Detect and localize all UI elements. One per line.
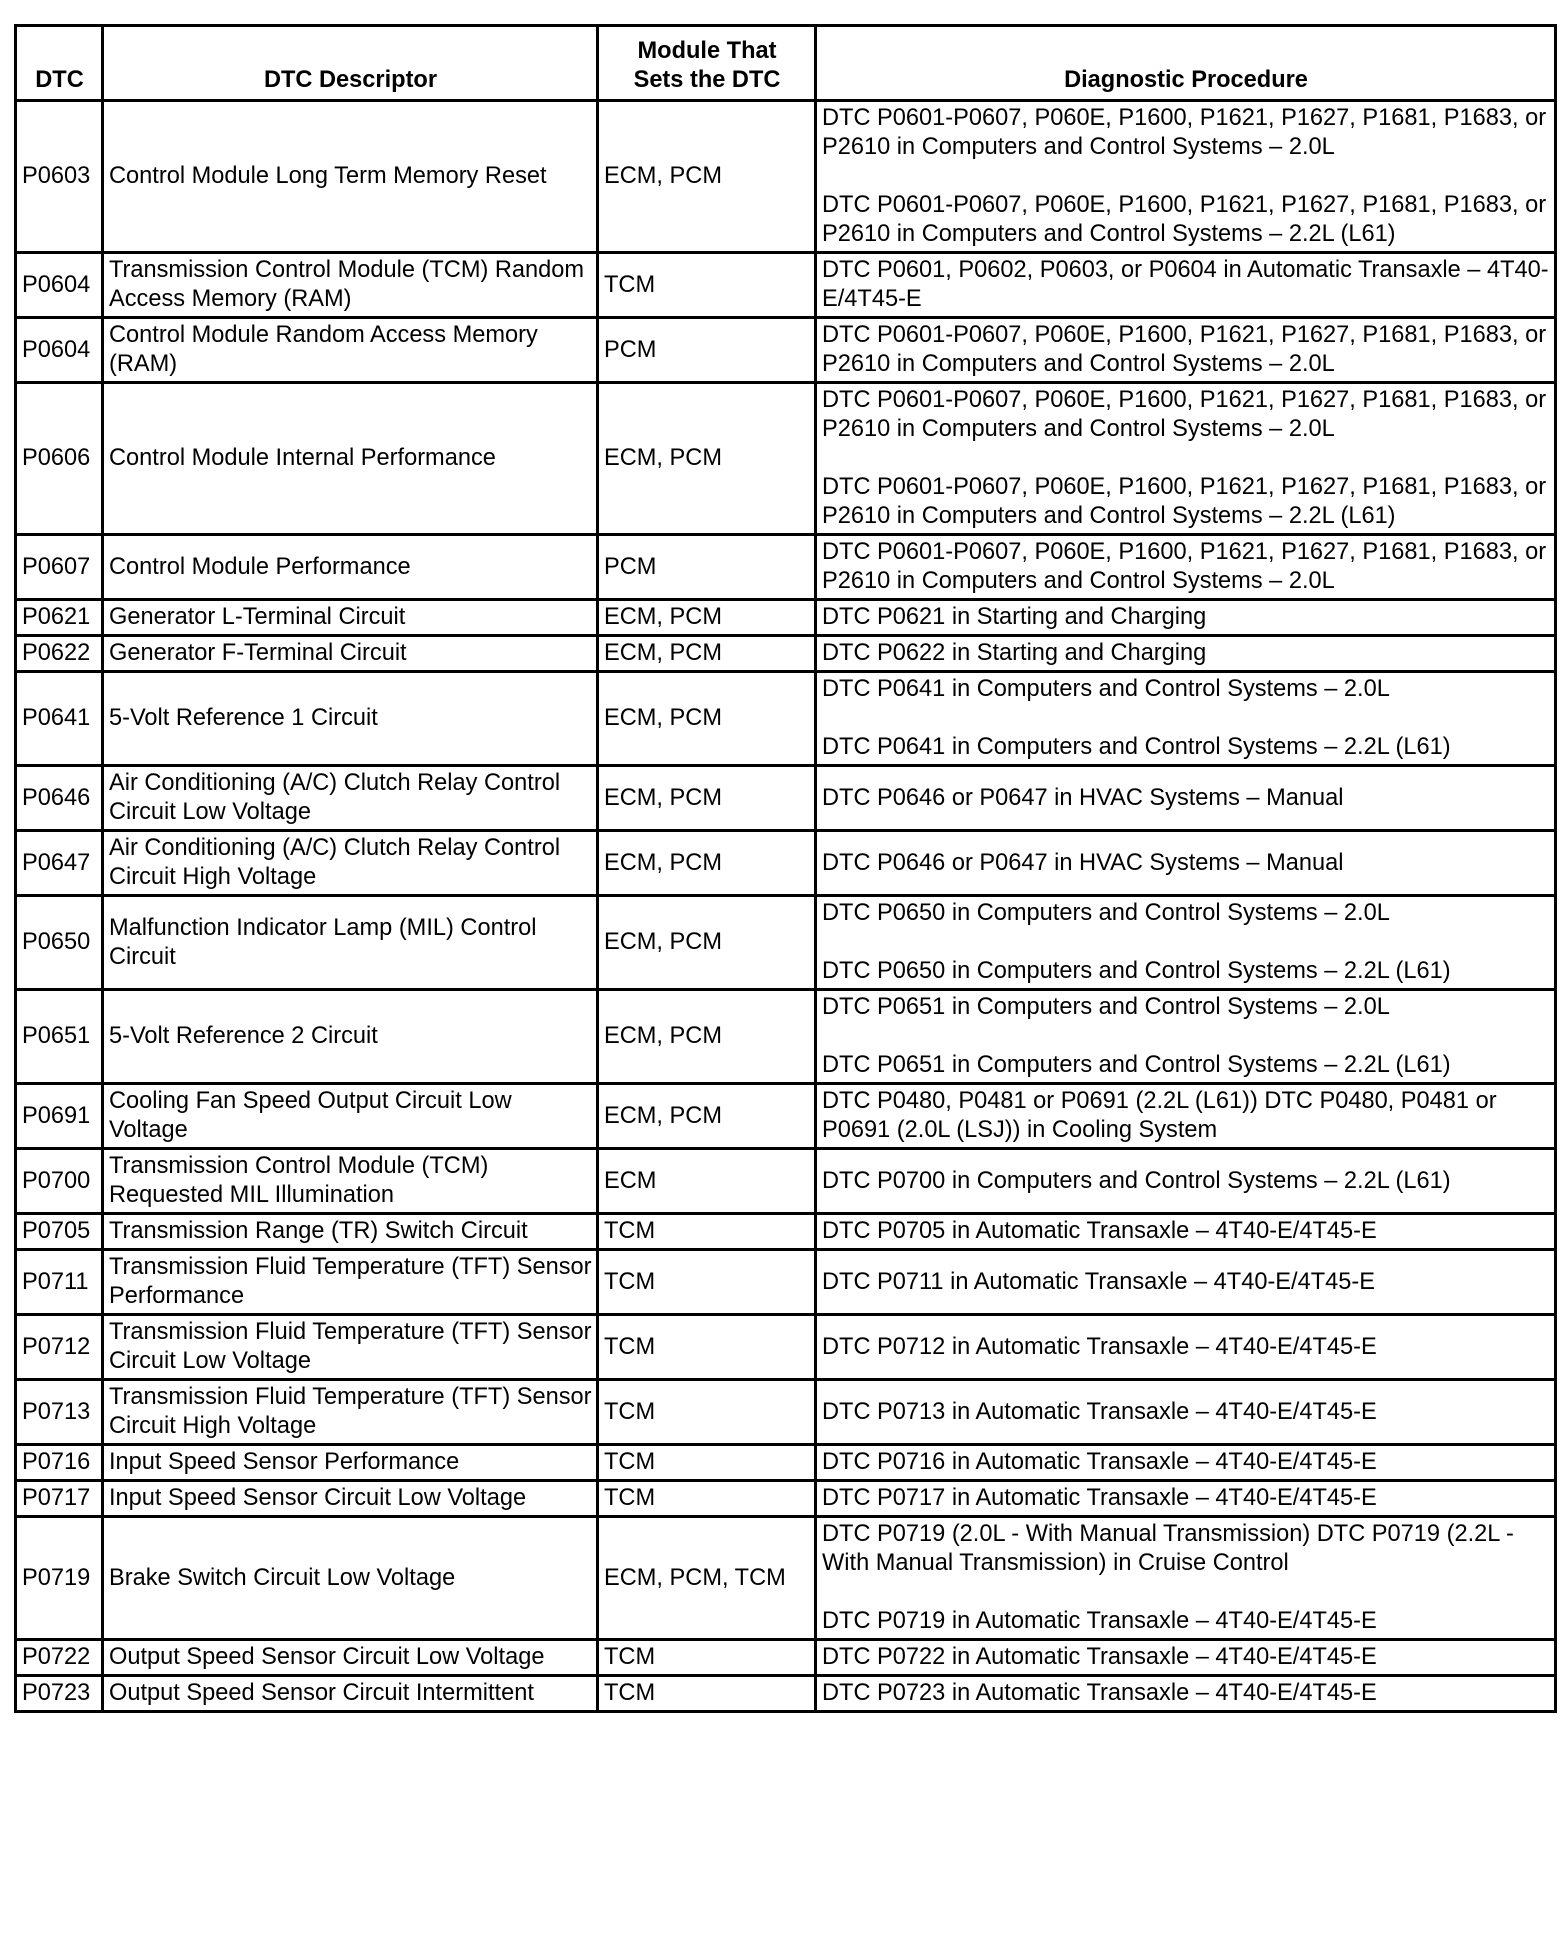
diagnostic-procedure-cell bbox=[816, 1214, 1556, 1250]
module-cell: TCM bbox=[598, 1445, 816, 1481]
table-row bbox=[16, 600, 1556, 636]
procedure-text: DTC P0651 in Computers and Control Systems – 2.2L (L61) bbox=[822, 1052, 1451, 1078]
module-cell: TCM bbox=[598, 1380, 816, 1445]
diagnostic-procedure-cell bbox=[816, 831, 1556, 896]
dtc-code-cell: P0607 bbox=[16, 535, 103, 600]
table-row bbox=[16, 1445, 1556, 1481]
module-cell: ECM, PCM bbox=[598, 600, 816, 636]
table-row bbox=[16, 1380, 1556, 1445]
table-row bbox=[16, 1250, 1556, 1315]
procedure-text: DTC P0480, P0481 or P0691 (2.2L (L61)) DTC P0480, P0481 or P0691 (2.0L (LSJ)) in Cooling System bbox=[822, 1088, 1497, 1143]
diagnostic-procedure-cell bbox=[816, 1481, 1556, 1517]
dtc-descriptor-cell: Generator L-Terminal Circuit bbox=[103, 600, 598, 636]
table-row bbox=[16, 1315, 1556, 1380]
diagnostic-procedure-cell bbox=[816, 600, 1556, 636]
header-diagnostic-procedure: Diagnostic Procedure bbox=[816, 26, 1556, 101]
dtc-descriptor-cell: Transmission Fluid Temperature (TFT) Sensor Circuit Low Voltage bbox=[103, 1315, 598, 1380]
dtc-code-cell: P0606 bbox=[16, 383, 103, 535]
module-cell: TCM bbox=[598, 1250, 816, 1315]
table-row bbox=[16, 831, 1556, 896]
procedure-text: DTC P0717 in Automatic Transaxle – 4T40-E/4T45-E bbox=[822, 1485, 1377, 1511]
diagnostic-procedure-cell bbox=[816, 383, 1556, 535]
dtc-code-cell: P0705 bbox=[16, 1214, 103, 1250]
diagnostic-procedure-cell bbox=[816, 766, 1556, 831]
table-row bbox=[16, 1640, 1556, 1676]
module-cell: TCM bbox=[598, 1481, 816, 1517]
procedure-text: DTC P0622 in Starting and Charging bbox=[822, 640, 1207, 666]
table-row bbox=[16, 101, 1556, 253]
module-cell: ECM, PCM bbox=[598, 672, 816, 766]
dtc-descriptor-cell: Air Conditioning (A/C) Clutch Relay Control Circuit High Voltage bbox=[103, 831, 598, 896]
dtc-code-cell: P0717 bbox=[16, 1481, 103, 1517]
dtc-code-cell: P0641 bbox=[16, 672, 103, 766]
module-cell: ECM, PCM bbox=[598, 1084, 816, 1149]
dtc-code-cell: P0719 bbox=[16, 1517, 103, 1640]
diagnostic-procedure-cell bbox=[816, 1084, 1556, 1149]
dtc-descriptor-cell: Control Module Performance bbox=[103, 535, 598, 600]
procedure-text: DTC P0601-P0607, P060E, P1600, P1621, P1627, P1681, P1683, or P2610 in Computers and Control Systems – 2.0L bbox=[822, 105, 1547, 160]
dtc-code-cell: P0603 bbox=[16, 101, 103, 253]
header-module bbox=[598, 26, 816, 101]
procedure-text: DTC P0723 in Automatic Transaxle – 4T40-E/4T45-E bbox=[822, 1680, 1377, 1706]
dtc-code-cell: P0646 bbox=[16, 766, 103, 831]
diagnostic-procedure-cell bbox=[816, 253, 1556, 318]
module-cell: ECM, PCM bbox=[598, 766, 816, 831]
table-row bbox=[16, 1214, 1556, 1250]
dtc-code-cell: P0716 bbox=[16, 1445, 103, 1481]
table-row bbox=[16, 766, 1556, 831]
dtc-code-cell: P0712 bbox=[16, 1315, 103, 1380]
module-cell: ECM, PCM bbox=[598, 101, 816, 253]
dtc-code-cell: P0700 bbox=[16, 1149, 103, 1214]
module-cell: ECM, PCM bbox=[598, 990, 816, 1084]
table-row bbox=[16, 896, 1556, 990]
procedure-text: DTC P0700 in Computers and Control Systems – 2.2L (L61) bbox=[822, 1167, 1451, 1194]
header-module-line1: Module That bbox=[637, 38, 777, 64]
procedure-text: DTC P0601-P0607, P060E, P1600, P1621, P1627, P1681, P1683, or P2610 in Computers and Control Systems – 2.0L bbox=[822, 539, 1547, 594]
dtc-code-cell: P0722 bbox=[16, 1640, 103, 1676]
diagnostic-procedure-cell bbox=[816, 1149, 1556, 1214]
table-row bbox=[16, 1481, 1556, 1517]
dtc-descriptor-cell: Output Speed Sensor Circuit Intermittent bbox=[103, 1676, 598, 1712]
table-row bbox=[16, 672, 1556, 766]
dtc-code-cell: P0622 bbox=[16, 636, 103, 672]
procedure-text: DTC P0601-P0607, P060E, P1600, P1621, P1627, P1681, P1683, or P2610 in Computers and Control Systems – 2.2L (L61) bbox=[822, 474, 1547, 529]
procedure-text: DTC P0601-P0607, P060E, P1600, P1621, P1627, P1681, P1683, or P2610 in Computers and Control Systems – 2.2L (L61) bbox=[822, 192, 1547, 247]
procedure-text: DTC P0713 in Automatic Transaxle – 4T40-E/4T45-E bbox=[822, 1398, 1377, 1425]
dtc-code-cell: P0691 bbox=[16, 1084, 103, 1149]
header-dtc-descriptor: DTC Descriptor bbox=[103, 26, 598, 101]
module-cell: PCM bbox=[598, 535, 816, 600]
dtc-code-cell: P0713 bbox=[16, 1380, 103, 1445]
diagnostic-procedure-cell bbox=[816, 1250, 1556, 1315]
dtc-descriptor-cell: Control Module Internal Performance bbox=[103, 383, 598, 535]
diagnostic-procedure-cell bbox=[816, 318, 1556, 383]
dtc-descriptor-cell: Transmission Range (TR) Switch Circuit bbox=[103, 1214, 598, 1250]
table-row bbox=[16, 990, 1556, 1084]
dtc-descriptor-cell: Input Speed Sensor Circuit Low Voltage bbox=[103, 1481, 598, 1517]
diagnostic-procedure-cell bbox=[816, 672, 1556, 766]
dtc-descriptor-cell: Input Speed Sensor Performance bbox=[103, 1445, 598, 1481]
module-cell: TCM bbox=[598, 1676, 816, 1712]
module-cell: ECM, PCM bbox=[598, 636, 816, 672]
table-row bbox=[16, 535, 1556, 600]
diagnostic-procedure-cell bbox=[816, 1640, 1556, 1676]
dtc-descriptor-cell: Output Speed Sensor Circuit Low Voltage bbox=[103, 1640, 598, 1676]
table-body bbox=[16, 101, 1556, 1712]
procedure-text: DTC P0601-P0607, P060E, P1600, P1621, P1627, P1681, P1683, or P2610 in Computers and Control Systems – 2.0L bbox=[822, 387, 1547, 442]
dtc-code-cell: P0604 bbox=[16, 253, 103, 318]
dtc-descriptor-cell: Air Conditioning (A/C) Clutch Relay Control Circuit Low Voltage bbox=[103, 766, 598, 831]
dtc-code-cell: P0711 bbox=[16, 1250, 103, 1315]
module-cell: PCM bbox=[598, 318, 816, 383]
header-dtc: DTC bbox=[16, 26, 103, 101]
procedure-text: DTC P0651 in Computers and Control Systems – 2.0L bbox=[822, 994, 1390, 1020]
module-cell: TCM bbox=[598, 253, 816, 318]
table-row bbox=[16, 1676, 1556, 1712]
procedure-text: DTC P0711 in Automatic Transaxle – 4T40-E/4T45-E bbox=[822, 1268, 1375, 1295]
diagnostic-procedure-cell bbox=[816, 896, 1556, 990]
procedure-text: DTC P0722 in Automatic Transaxle – 4T40-E/4T45-E bbox=[822, 1644, 1377, 1670]
dtc-descriptor-cell: Malfunction Indicator Lamp (MIL) Control Circuit bbox=[103, 896, 598, 990]
dtc-descriptor-cell: Transmission Control Module (TCM) Requested MIL Illumination bbox=[103, 1149, 598, 1214]
table-row bbox=[16, 253, 1556, 318]
procedure-text: DTC P0641 in Computers and Control Systems – 2.2L (L61) bbox=[822, 734, 1451, 760]
procedure-text: DTC P0646 or P0647 in HVAC Systems – Manual bbox=[822, 784, 1344, 811]
table-row bbox=[16, 1517, 1556, 1640]
dtc-code-cell: P0604 bbox=[16, 318, 103, 383]
dtc-descriptor-cell: Brake Switch Circuit Low Voltage bbox=[103, 1517, 598, 1640]
dtc-descriptor-cell: Transmission Fluid Temperature (TFT) Sensor Performance bbox=[103, 1250, 598, 1315]
module-cell: ECM, PCM, TCM bbox=[598, 1517, 816, 1640]
dtc-code-cell: P0647 bbox=[16, 831, 103, 896]
table-row bbox=[16, 318, 1556, 383]
diagnostic-procedure-cell bbox=[816, 1380, 1556, 1445]
module-cell: ECM bbox=[598, 1149, 816, 1214]
dtc-descriptor-cell: 5-Volt Reference 1 Circuit bbox=[103, 672, 598, 766]
procedure-text: DTC P0716 in Automatic Transaxle – 4T40-E/4T45-E bbox=[822, 1449, 1377, 1475]
document-page bbox=[14, 24, 1554, 1713]
module-cell: TCM bbox=[598, 1640, 816, 1676]
diagnostic-procedure-cell bbox=[816, 101, 1556, 253]
dtc-descriptor-cell: Control Module Random Access Memory (RAM) bbox=[103, 318, 598, 383]
dtc-code-cell: P0650 bbox=[16, 896, 103, 990]
procedure-text: DTC P0641 in Computers and Control Systems – 2.0L bbox=[822, 676, 1390, 702]
dtc-descriptor-cell: Generator F-Terminal Circuit bbox=[103, 636, 598, 672]
diagnostic-procedure-cell bbox=[816, 535, 1556, 600]
module-cell: TCM bbox=[598, 1315, 816, 1380]
diagnostic-procedure-cell bbox=[816, 636, 1556, 672]
procedure-text: DTC P0712 in Automatic Transaxle – 4T40-E/4T45-E bbox=[822, 1333, 1377, 1360]
procedure-text: DTC P0601-P0607, P060E, P1600, P1621, P1627, P1681, P1683, or P2610 in Computers and Control Systems – 2.0L bbox=[822, 322, 1547, 377]
diagnostic-procedure-cell bbox=[816, 1517, 1556, 1640]
module-cell: ECM, PCM bbox=[598, 383, 816, 535]
diagnostic-procedure-cell bbox=[816, 1315, 1556, 1380]
table-row bbox=[16, 1149, 1556, 1214]
dtc-table bbox=[14, 24, 1557, 1713]
table-row bbox=[16, 383, 1556, 535]
diagnostic-procedure-cell bbox=[816, 1445, 1556, 1481]
dtc-descriptor-cell: 5-Volt Reference 2 Circuit bbox=[103, 990, 598, 1084]
procedure-text: DTC P0719 (2.0L - With Manual Transmission) DTC P0719 (2.2L - With Manual Transmission) in Cruise Control bbox=[822, 1521, 1514, 1576]
dtc-code-cell: P0621 bbox=[16, 600, 103, 636]
procedure-text: DTC P0719 in Automatic Transaxle – 4T40-E/4T45-E bbox=[822, 1608, 1377, 1634]
table-row bbox=[16, 1084, 1556, 1149]
dtc-descriptor-cell: Cooling Fan Speed Output Circuit Low Voltage bbox=[103, 1084, 598, 1149]
module-cell: TCM bbox=[598, 1214, 816, 1250]
procedure-text: DTC P0621 in Starting and Charging bbox=[822, 604, 1207, 630]
dtc-code-cell: P0651 bbox=[16, 990, 103, 1084]
dtc-code-cell: P0723 bbox=[16, 1676, 103, 1712]
module-cell: ECM, PCM bbox=[598, 831, 816, 896]
dtc-descriptor-cell: Transmission Fluid Temperature (TFT) Sensor Circuit High Voltage bbox=[103, 1380, 598, 1445]
dtc-descriptor-cell: Transmission Control Module (TCM) Random Access Memory (RAM) bbox=[103, 253, 598, 318]
dtc-descriptor-cell: Control Module Long Term Memory Reset bbox=[103, 101, 598, 253]
table-header-row bbox=[16, 26, 1556, 101]
procedure-text: DTC P0705 in Automatic Transaxle – 4T40-E/4T45-E bbox=[822, 1218, 1377, 1244]
diagnostic-procedure-cell bbox=[816, 990, 1556, 1084]
procedure-text: DTC P0646 or P0647 in HVAC Systems – Manual bbox=[822, 849, 1344, 876]
table-row bbox=[16, 636, 1556, 672]
procedure-text: DTC P0650 in Computers and Control Systems – 2.2L (L61) bbox=[822, 958, 1451, 984]
module-cell: ECM, PCM bbox=[598, 896, 816, 990]
procedure-text: DTC P0650 in Computers and Control Systems – 2.0L bbox=[822, 900, 1390, 926]
diagnostic-procedure-cell bbox=[816, 1676, 1556, 1712]
header-module-line2: Sets the DTC bbox=[633, 67, 781, 93]
procedure-text: DTC P0601, P0602, P0603, or P0604 in Automatic Transaxle – 4T40-E/4T45-E bbox=[822, 257, 1549, 312]
